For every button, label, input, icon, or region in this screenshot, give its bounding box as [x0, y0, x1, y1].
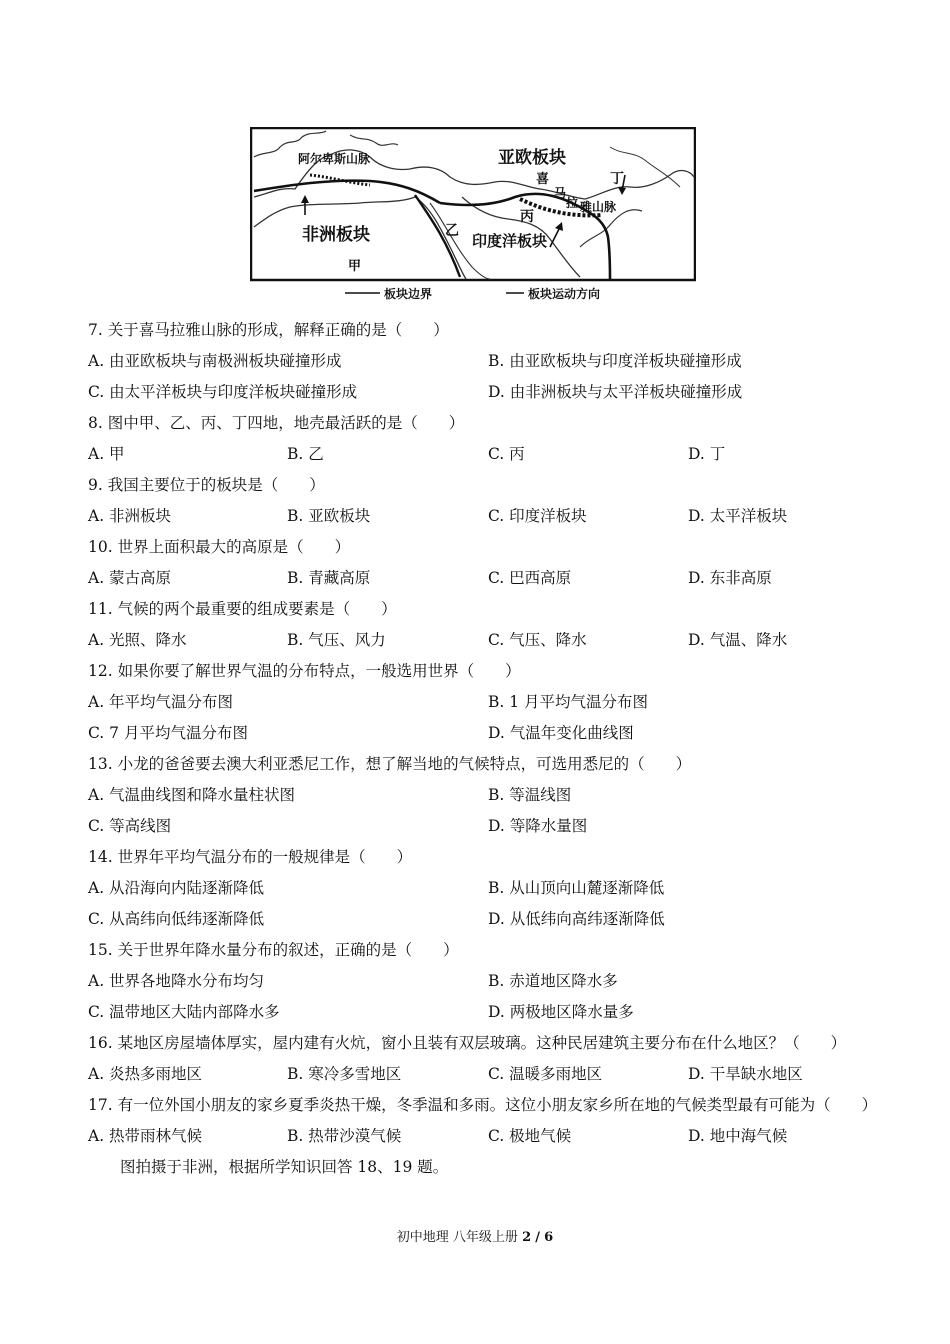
question-stem: 12. 如果你要了解世界气温的分布特点，一般选用世界（ ）: [88, 662, 521, 680]
label-himalaya-la: 拉: [566, 196, 579, 210]
option: D. 丁: [688, 445, 726, 463]
label-bing: 丙: [520, 209, 534, 225]
option: D. 东非高原: [688, 569, 772, 587]
option: A. 从沿海向内陆逐渐降低: [88, 879, 265, 897]
question-stem: 11. 气候的两个最重要的组成要素是（ ）: [88, 600, 397, 618]
option: D. 太平洋板块: [688, 507, 788, 525]
option: B. 等温线图: [488, 786, 572, 804]
option: D. 从低纬向高纬逐渐降低: [488, 910, 665, 928]
option-row: [88, 346, 878, 377]
option: C. 印度洋板块: [488, 507, 587, 525]
option-row: [88, 1121, 878, 1152]
option: C. 极地气候: [488, 1127, 572, 1145]
option: C. 等高线图: [88, 817, 172, 835]
option-row: [88, 625, 878, 656]
option: C. 从高纬向低纬逐渐降低: [88, 910, 265, 928]
option: D. 等降水量图: [488, 817, 588, 835]
page-number: 2: [522, 1230, 532, 1245]
option: A. 气温曲线图和降水量柱状图: [88, 786, 296, 804]
question-stem: 8. 图中甲、乙、丙、丁四地，地壳最活跃的是（ ）: [88, 414, 465, 432]
option: A. 世界各地降水分布均匀: [88, 972, 265, 990]
label-yi: 乙: [445, 223, 459, 239]
question-stem: 10. 世界上面积最大的高原是（ ）: [88, 538, 351, 556]
page-total: 6: [544, 1230, 554, 1245]
option: C. 温带地区大陆内部降水多: [88, 1003, 280, 1021]
option: C. 温暖多雨地区: [488, 1065, 603, 1083]
option: C. 由太平洋板块与印度洋板块碰撞形成: [88, 383, 358, 401]
option-row: [88, 563, 878, 594]
option-row: [88, 501, 878, 532]
option: C. 7 月平均气温分布图: [88, 724, 248, 742]
footer-text: 初中地理 八年级上册: [396, 1230, 518, 1245]
question-stem: 17. 有一位外国小朋友的家乡夏季炎热干燥，冬季温和多雨。这位小朋友家乡所在地的气候类型最有可能为（ ）: [88, 1096, 878, 1114]
label-himalaya-ma: 马: [554, 186, 567, 200]
option-row: [88, 1059, 878, 1090]
label-indian: 印度洋板块: [472, 232, 548, 250]
question-stem: 13. 小龙的爸爸要去澳大利亚悉尼工作，想了解当地的气候特点，可选用悉尼的（ ）: [88, 755, 692, 773]
option: B. 由亚欧板块与印度洋板块碰撞形成: [488, 352, 742, 370]
label-himalaya-xi: 喜: [536, 172, 550, 187]
label-africa: 非洲板块: [302, 225, 370, 245]
option: D. 地中海气候: [688, 1127, 788, 1145]
option-row: [88, 718, 878, 749]
option-row: [88, 377, 878, 408]
plate-map-figure: [250, 127, 696, 303]
question-stem: 14. 世界年平均气温分布的一般规律是（ ）: [88, 848, 413, 866]
page-footer: [0, 1226, 950, 1245]
option: D. 干旱缺水地区: [688, 1065, 803, 1083]
label-alps: 阿尔卑斯山脉: [298, 152, 371, 166]
option: A. 炎热多雨地区: [88, 1065, 203, 1083]
option-row: [88, 904, 878, 935]
option: C. 丙: [488, 445, 525, 463]
option: B. 乙: [287, 445, 324, 463]
question-stem: 9. 我国主要位于的板块是（ ）: [88, 476, 325, 494]
option: A. 蒙古高原: [88, 569, 172, 587]
option: A. 热带雨林气候: [88, 1127, 203, 1145]
option: D. 由非洲板块与太平洋板块碰撞形成: [488, 383, 743, 401]
option: A. 非洲板块: [88, 507, 172, 525]
option-row: [88, 966, 878, 997]
question-stem: 7. 关于喜马拉雅山脉的形成，解释正确的是（ ）: [88, 321, 449, 339]
option: D. 气温年变化曲线图: [488, 724, 634, 742]
option: B. 气压、风力: [287, 631, 386, 649]
option-row: [88, 687, 878, 718]
option-row: [88, 439, 878, 470]
label-eurasia: 亚欧板块: [498, 148, 566, 168]
question-list: [88, 315, 878, 1183]
label-himalaya-rest: 雅山脉: [580, 200, 617, 214]
plate-map: [250, 127, 696, 303]
option: B. 热带沙漠气候: [287, 1127, 402, 1145]
option: A. 光照、降水: [88, 631, 187, 649]
option: A. 年平均气温分布图: [88, 693, 234, 711]
option: A. 由亚欧板块与南极洲板块碰撞形成: [88, 352, 342, 370]
option: D. 两极地区降水量多: [488, 1003, 634, 1021]
option: B. 赤道地区降水多: [488, 972, 618, 990]
intro-text: 图拍摄于非洲，根据所学知识回答 18、19 题。: [120, 1158, 449, 1176]
option-row: [88, 997, 878, 1028]
option: B. 青藏高原: [287, 569, 371, 587]
option: D. 气温、降水: [688, 631, 788, 649]
option: B. 从山顶向山麓逐渐降低: [488, 879, 665, 897]
option-row: [88, 811, 878, 842]
option: A. 甲: [88, 445, 125, 463]
option-row: [88, 873, 878, 904]
question-stem: 16. 某地区房屋墙体厚实，屋内建有火炕，窗小且装有双层玻璃。这种民居建筑主要分布在什么地区？（ ）: [88, 1034, 847, 1052]
legend-direction: 板块运动方向: [528, 287, 601, 301]
legend-boundary: 板块边界: [384, 287, 433, 301]
option: C. 气压、降水: [488, 631, 587, 649]
option: B. 亚欧板块: [287, 507, 371, 525]
question-stem: 15. 关于世界年降水量分布的叙述，正确的是（ ）: [88, 941, 459, 959]
label-ding: 丁: [610, 171, 624, 187]
option: B. 1 月平均气温分布图: [488, 693, 649, 711]
label-jia: 甲: [348, 259, 362, 274]
option-row: [88, 780, 878, 811]
page-sep: /: [535, 1230, 541, 1245]
option: B. 寒冷多雪地区: [287, 1065, 402, 1083]
option: C. 巴西高原: [488, 569, 572, 587]
